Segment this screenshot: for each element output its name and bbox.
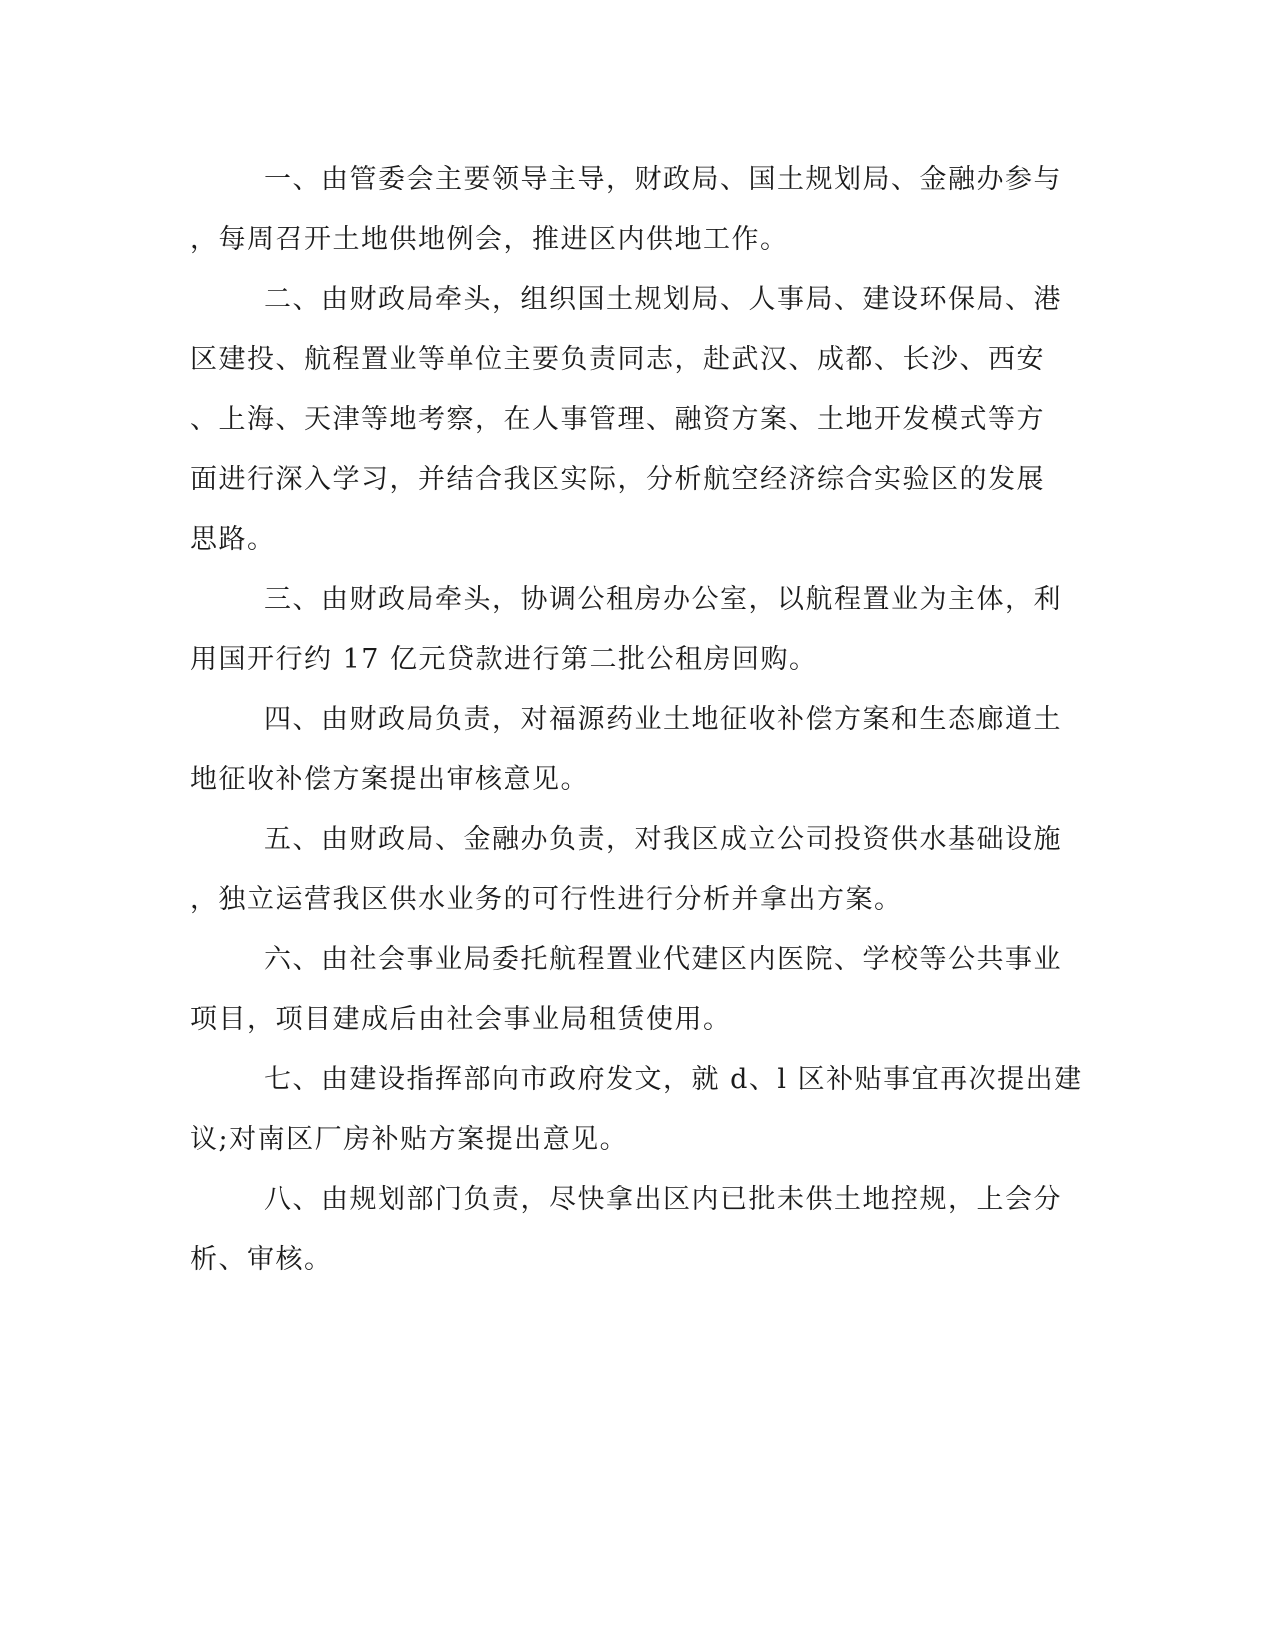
paragraph-3: [190, 580, 1090, 680]
paragraph-6: [190, 940, 1090, 1040]
paragraph-2: [190, 280, 1090, 560]
paragraph-line: 议;对南区厂房补贴方案提出意见。: [190, 1124, 629, 1155]
paragraph-5: [190, 820, 1090, 920]
paragraph-line: 析、审核。: [190, 1244, 333, 1275]
paragraph-line: 八、由规划部门负责，尽快拿出区内已批未供土地控规，上会分: [264, 1184, 1062, 1215]
paragraph-line: 一、由管委会主要领导主导，财政局、国土规划局、金融办参与: [264, 164, 1062, 195]
paragraph-line: 二、由财政局牵头，组织国土规划局、人事局、建设环保局、港: [264, 284, 1062, 315]
paragraph-line: 六、由社会事业局委托航程置业代建区内医院、学校等公共事业: [264, 944, 1062, 975]
paragraph-line: 项目，项目建成后由社会事业局租赁使用。: [190, 1004, 732, 1035]
paragraph-line: 区建投、航程置业等单位主要负责同志，赴武汉、成都、长沙、西安: [190, 344, 1045, 375]
paragraph-line: 五、由财政局、金融办负责，对我区成立公司投资供水基础设施: [264, 824, 1062, 855]
paragraph-line: 用国开行约 17 亿元贷款进行第二批公租房回购。: [190, 644, 818, 675]
paragraph-line: 思路。: [190, 524, 276, 555]
paragraph-line: 、上海、天津等地考察，在人事管理、融资方案、土地开发模式等方: [190, 404, 1045, 435]
paragraph-line: ，独立运营我区供水业务的可行性进行分析并拿出方案。: [190, 884, 903, 915]
document-body: [190, 160, 1090, 1300]
paragraph-line: 三、由财政局牵头，协调公租房办公室，以航程置业为主体，利: [264, 584, 1062, 615]
paragraph-8: [190, 1180, 1090, 1280]
paragraph-line: 四、由财政局负责，对福源药业土地征收补偿方案和生态廊道土: [264, 704, 1062, 735]
paragraph-line: 面进行深入学习，并结合我区实际，分析航空经济综合实验区的发展: [190, 464, 1045, 495]
paragraph-line: 地征收补偿方案提出审核意见。: [190, 764, 589, 795]
paragraph-line: 七、由建设指挥部向市政府发文，就 d、l 区补贴事宜再次提出建: [264, 1064, 1083, 1095]
paragraph-1: [190, 160, 1090, 260]
paragraph-7: [190, 1060, 1090, 1160]
paragraph-line: ，每周召开土地供地例会，推进区内供地工作。: [190, 224, 789, 255]
paragraph-4: [190, 700, 1090, 800]
